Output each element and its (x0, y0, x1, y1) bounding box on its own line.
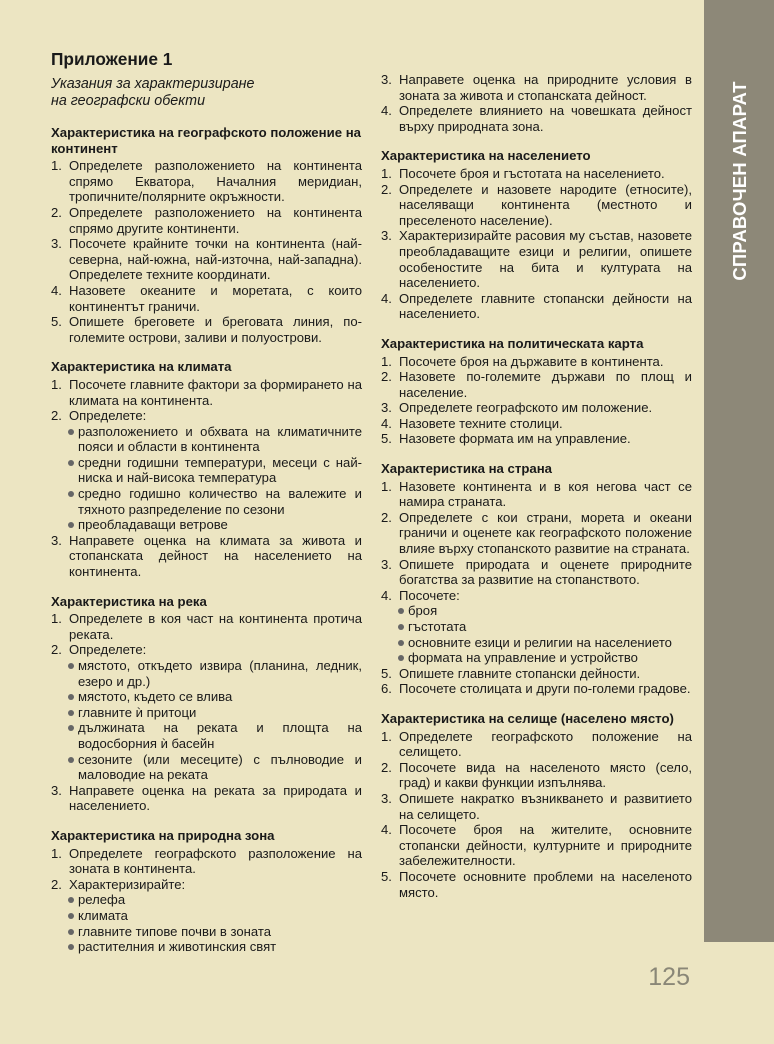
item-number: 3. (381, 228, 392, 244)
bullet-icon (68, 694, 74, 700)
list-item: 3. Направете оценка на реката за природата и населението. (51, 782, 362, 814)
bullet-item: климата (67, 908, 362, 924)
list-item (51, 314, 362, 345)
item-text: Посочете броя на жителите, основните стопански дейности, културните и природните забележителности. (399, 822, 692, 869)
item-text: Посочете броя и гъстотата на населението. (399, 165, 665, 181)
list-item: 3. Опишете природата и оценете природните богатства за развитие на стопанството. (381, 556, 692, 588)
item-number: 2. (381, 759, 392, 775)
bullet-icon (398, 608, 404, 614)
section-country (381, 461, 692, 697)
item-text: Опишете природата и оценете природните богатства за развитие на стопанството. (399, 556, 692, 588)
item-text: Направете оценка на климата за живота и стопанската дейност на населението на континента. (69, 532, 362, 580)
list-item (381, 760, 692, 791)
section-heading: Характеристика на река (51, 593, 207, 609)
item-text: Назовете континента и в коя негова част се намира страната. (399, 478, 692, 510)
bullet-icon (68, 913, 74, 919)
item-text: Посочете вида на населеното място (село, град) и какви функции изпълнява. (399, 759, 692, 791)
item-text: Опишете накратко възникването и развитието на селището. (399, 790, 692, 822)
bullet-icon (398, 624, 404, 630)
section-heading: Характеристика на страна (381, 461, 553, 477)
list-item: 4. Определете влиянието на човешката дейност върху природната зона. (381, 103, 692, 134)
item-text: Характеризирайте расовия му състав, назовете преобладаващите езици и религии, опишете особеностите на бита и културата на населението. (399, 228, 692, 291)
bullet-item: главните типове почви в зоната (67, 924, 362, 940)
bullet-icon (68, 757, 74, 763)
item-text: Определете и назовете народите (етносите), населяващи континента (местното и преселеното население). (399, 181, 692, 228)
bullet-item: сезоните (или месеците) с пълноводие и маловодие на реката (67, 752, 362, 783)
item-text: Определете влиянието на човешката дейност върху природната зона. (399, 103, 692, 134)
item-number: 5. (381, 431, 392, 447)
bullet-item: растителния и животинския свят (67, 939, 362, 955)
section-zone-continued (381, 72, 692, 134)
bullet-icon (68, 725, 74, 731)
bullet-icon (68, 710, 74, 716)
bullet-icon (68, 929, 74, 935)
item-text: Направете оценка на реката за природата и населението. (69, 782, 362, 814)
item-number: 1. (381, 728, 392, 744)
bullet-item: гъстотата (397, 619, 692, 635)
bullet-item: броя (397, 603, 692, 619)
item-text: Определете разположението на континента спрямо Екватора, Началния меридиан, тропичните/полярните окръжности. (69, 158, 362, 205)
list-item (381, 729, 692, 760)
item-number: 4. (381, 415, 392, 431)
section-climate (51, 359, 362, 579)
item-number: 3. (381, 790, 392, 806)
item-number: 2. (381, 181, 392, 197)
item-number: 4. (381, 822, 392, 838)
list-item (381, 869, 692, 900)
section-heading: Характеристика на политическата карта (381, 335, 644, 351)
item-text: Определете в коя част на континента протича реката. (69, 611, 362, 642)
bullet-icon (68, 491, 74, 497)
item-text: Назовете океаните и моретата, с които континентът граничи. (69, 282, 362, 314)
item-number: 3. (381, 400, 392, 416)
bullet-icon (68, 460, 74, 466)
section-political-map (381, 336, 692, 447)
bullet-list (51, 658, 362, 783)
bullet-item: основните езици и религии на населението (397, 635, 692, 651)
page-number: 125 (648, 963, 690, 991)
item-text: Назовете техните столици. (399, 415, 563, 431)
item-text: Посочете: (399, 587, 460, 603)
item-number: 1. (381, 165, 392, 181)
item-text: Посочете основните проблеми на населеното място. (399, 868, 692, 900)
section-settlement (381, 711, 692, 900)
bullet-icon (398, 640, 404, 646)
bullet-icon (68, 944, 74, 950)
item-text: Определете географското им положение. (399, 400, 653, 416)
item-text: Направете оценка на природните условия в зоната за живота и стопанската дейност. (399, 72, 692, 103)
list-item: 2. Характеризирайте: (51, 876, 186, 892)
list-item: 2. Определете: (51, 642, 147, 658)
list-item: 1. Назовете континента и в коя негова част се намира страната. (381, 478, 692, 510)
bullet-icon (68, 897, 74, 903)
item-text: Посочете столицата и други по-големи градове. (399, 681, 691, 697)
item-text: Посочете главните фактори за формирането на климата на континента. (69, 376, 362, 408)
item-number: 2. (51, 204, 62, 220)
page-subtitle (51, 76, 362, 110)
bullet-list (51, 892, 362, 954)
list-item (51, 205, 362, 236)
bullet-icon (68, 429, 74, 435)
item-text: Назовете по-големите държави по площ и население. (399, 369, 692, 400)
list-item (381, 354, 692, 370)
bullet-item: преобладаващи ветрове (67, 517, 362, 533)
item-number: 4. (51, 282, 62, 298)
section-zone (51, 828, 362, 955)
list-item (51, 236, 362, 283)
bullet-icon (398, 655, 404, 661)
list-item (381, 182, 692, 229)
list-item: 3. Направете оценка на климата за живота и стопанската дейност на населението на континента. (51, 532, 362, 580)
section-heading: Характеристика на климата (51, 359, 232, 375)
subtitle-line: Указания за характеризиране (51, 76, 255, 92)
list-item (51, 283, 362, 314)
bullet-item: релефа (67, 892, 362, 908)
item-text: Опишете главните стопански дейности. (399, 665, 641, 681)
list-item: 2. Определете: (51, 408, 147, 424)
list-item: 3. Направете оценка на природните условия в зоната за живота и стопанската дейност. (381, 72, 692, 103)
list-item (381, 228, 692, 290)
section-heading: Характеристика на географското положение на континент (51, 125, 361, 156)
right-column (381, 72, 692, 914)
item-text: Определете разположението на континента спрямо другите континенти. (69, 204, 362, 236)
item-text: Характеризирайте: (69, 876, 186, 892)
bullet-list (51, 424, 362, 533)
item-text: Определете: (69, 642, 147, 658)
bullet-item: средно годишно количество на валежите и тяхното разпределение по сезони (67, 486, 362, 517)
section-heading: Характеристика на населението (381, 148, 591, 164)
list-item (381, 400, 692, 416)
bullet-item: мястото, откъдето извира (планина, ледник, езеро и др.) (67, 658, 362, 689)
list-item (381, 431, 692, 447)
item-text: Посочете крайните точки на континента (най-северна, най-южна, най-източна, най-западна). Определете техните координати. (69, 236, 362, 283)
item-number: 3. (51, 236, 62, 252)
list-item: 1. Определете в коя част на континента протича реката. (51, 611, 362, 642)
left-column (51, 48, 362, 969)
item-text: Определете географското разположение на зоната в континента. (69, 845, 362, 877)
numbered-list (51, 158, 362, 345)
list-item: 5. Опишете главните стопански дейности. (381, 665, 641, 681)
list-item (381, 416, 692, 432)
bullet-icon (68, 522, 74, 528)
item-number: 5. (381, 868, 392, 884)
subtitle-line: на географски обекти (51, 93, 206, 109)
list-item: 1. Посочете главните фактори за формирането на климата на континента. (51, 376, 362, 408)
bullet-icon (68, 663, 74, 669)
list-item (51, 158, 362, 205)
item-text: Определете: (69, 408, 147, 424)
side-title: СПРАВОЧЕН АПАРАТ (729, 81, 750, 281)
bullet-item: главните ѝ притоци (67, 705, 362, 721)
section-population (381, 148, 692, 322)
list-item (381, 369, 692, 400)
list-item: 1. Определете географското разположение на зоната в континента. (51, 845, 362, 877)
bullet-item: формата на управление и устройство (397, 650, 692, 666)
item-number: 4. (381, 290, 392, 306)
list-item (381, 291, 692, 322)
item-text: Назовете формата им на управление. (399, 431, 631, 447)
list-item (381, 166, 692, 182)
bullet-item: средни годишни температури, месеци с най-ниска и най-висока температура (67, 455, 362, 486)
page-title: Приложение 1 (51, 49, 173, 69)
item-number: 1. (381, 353, 392, 369)
item-number: 1. (51, 158, 62, 174)
bullet-item: мястото, където се влива (67, 689, 362, 705)
item-text: Определете с кои страни, морета и океани граничи и оценете как географското положение влияе върху стопанското развитие на страната. (399, 509, 692, 557)
list-item (381, 791, 692, 822)
item-text: Определете географското положение на селището. (399, 728, 692, 760)
section-position (51, 125, 362, 345)
item-number: 2. (381, 369, 392, 385)
list-item: 2. Определете с кои страни, морета и океани граничи и оценете как географското положение влияе върху стопанското развитие на страната. (381, 509, 692, 557)
list-item (381, 822, 692, 869)
item-text: Опишете бреговете и бреговата линия, по-големите острови, заливи и полуострови. (69, 314, 362, 345)
item-number: 5. (51, 314, 62, 330)
section-heading: Характеристика на природна зона (51, 827, 275, 843)
item-text: Посочете броя на държавите в континента. (399, 353, 664, 369)
section-river (51, 594, 362, 814)
list-item: 6. Посочете столицата и други по-големи градове. (381, 681, 691, 697)
list-item: 4. Посочете: (381, 587, 460, 603)
bullet-list (381, 603, 692, 665)
bullet-item: дължината на реката и площта на водосборния ѝ басейн (67, 720, 362, 751)
section-heading: Характеристика на селище (населено място) (381, 710, 674, 726)
item-text: Определете главните стопански дейности на населението. (399, 290, 692, 322)
bullet-item: разположението и обхвата на климатичните пояси и области в континента (67, 424, 362, 455)
